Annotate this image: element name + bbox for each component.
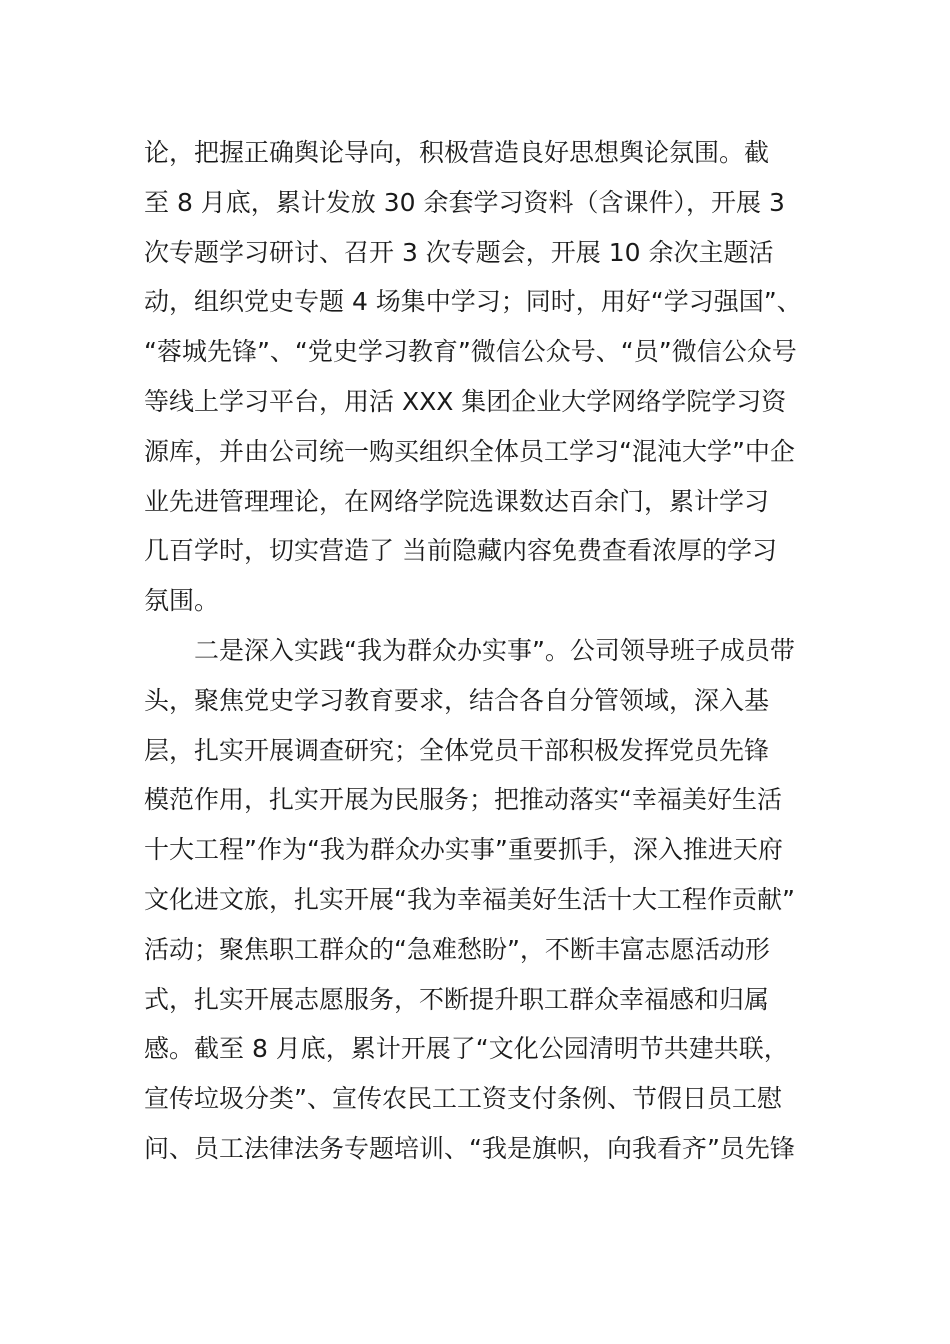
text-line: 动，组织党史专题 4 场集中学习；同时，用好“学习强国”、: [144, 287, 802, 317]
document-body: [144, 128, 824, 1174]
text-line: 二是深入实践“我为群众办实事”。公司领导班子成员带: [144, 635, 795, 665]
text-line: 至 8 月底，累计发放 30 余套学习资料（含课件），开展 3: [144, 187, 785, 217]
text-line: 式，扎实开展志愿服务，不断提升职工群众幸福感和归属: [144, 984, 770, 1014]
text-line: 源库，并由公司统一购买组织全体员工学习“混沌大学”中企: [144, 436, 795, 466]
text-line: 业先进管理理论，在网络学院选课数达百余门，累计学习: [144, 486, 770, 516]
text-line: 宣传垃圾分类”、宣传农民工工资支付条例、节假日员工慰: [144, 1084, 782, 1114]
paragraph-2: [144, 626, 824, 1174]
text-line: 头，聚焦党史学习教育要求，结合各自分管领域，深入基: [144, 685, 770, 715]
text-line: 活动；聚焦职工群众的“急难愁盼”，不断丰富志愿活动形: [144, 934, 770, 964]
text-line: 感。截至 8 月底，累计开展了“文化公园清明节共建共联，: [144, 1034, 789, 1064]
text-line: “蓉城先锋”、“党史学习教育”微信公众号、“员”微信公众号: [144, 337, 797, 367]
text-line: 问、员工法律法务专题培训、“我是旗帜，向我看齐”员先锋: [144, 1133, 795, 1163]
text-line: 模范作用，扎实开展为民服务；把推动落实“幸福美好生活: [144, 785, 782, 815]
paragraph-1: [144, 128, 824, 626]
text-line: 次专题学习研讨、召开 3 次专题会，开展 10 余次主题活: [144, 237, 774, 267]
text-line: 文化进文旅，扎实开展“我为幸福美好生活十大工程作贡献”: [144, 884, 795, 914]
text-line: 层，扎实开展调查研究；全体党员干部积极发挥党员先锋: [144, 735, 770, 765]
text-line: 氛围。: [144, 586, 220, 616]
text-line: 等线上学习平台，用活 XXX 集团企业大学网络学院学习资: [144, 386, 787, 416]
text-line: 十大工程”作为“我为群众办实事”重要抓手，深入推进天府: [144, 835, 783, 865]
text-line: 几百学时，切实营造了 当前隐藏内容免费查看浓厚的学习: [144, 536, 777, 566]
text-line: 论，把握正确舆论导向，积极营造良好思想舆论氛围。截: [144, 138, 770, 167]
